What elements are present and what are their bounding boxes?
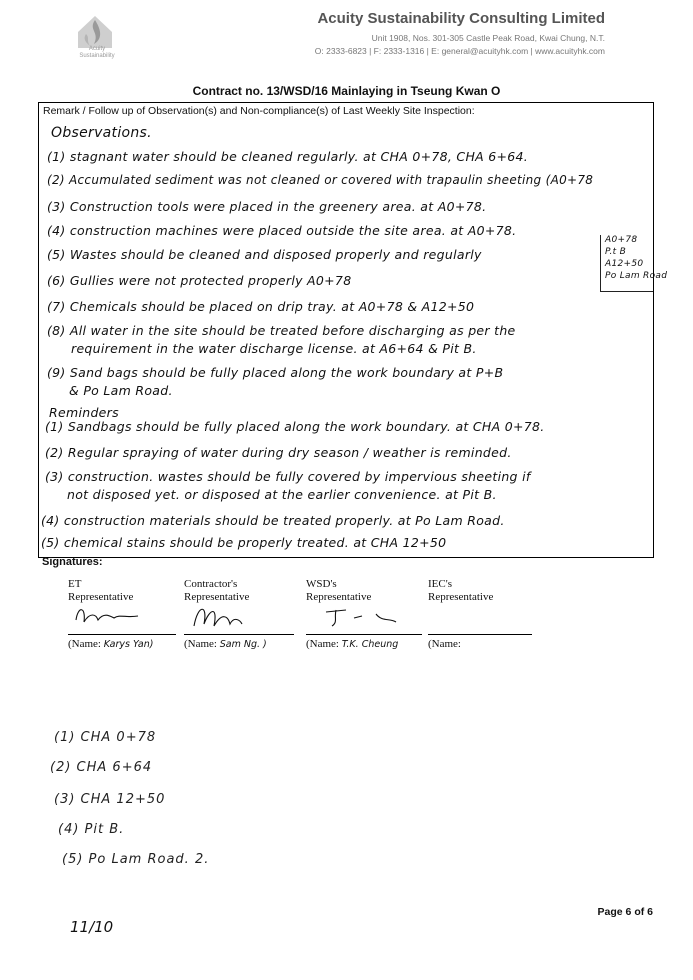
signature-wsd-icon [306, 602, 416, 632]
side-note: A0+78 P.t B A12+50 Po Lam Road [600, 235, 653, 292]
remark-line: (2) Accumulated sediment was not cleaned or covered with trapaulin sheeting (A0+78 [47, 173, 594, 187]
signature-section [38, 556, 654, 666]
remark-line: (3) construction. wastes should be fully covered by impervious sheeting if [45, 469, 531, 484]
page-number: Page 6 of 6 [597, 906, 653, 918]
remark-line: (5) chemical stains should be properly treated. at CHA 12+50 [41, 535, 447, 550]
list-item: (3) CHA 12+50 [54, 792, 166, 807]
list-item: (5) Po Lam Road. 2. [62, 852, 210, 867]
company-name: Acuity Sustainability Consulting Limited [317, 10, 605, 27]
signature-contractor-icon [184, 602, 284, 632]
date-mark: 11/10 [70, 918, 114, 936]
remark-line: (5) Wastes should be cleaned and disposed properly and regularly [47, 247, 482, 262]
logo-text: Acuity Sustainability [79, 46, 115, 59]
remark-line: Reminders [49, 405, 119, 420]
remark-line: (4) construction materials should be treated properly. at Po Lam Road. [41, 513, 505, 528]
remark-box-title: Remark / Follow up of Observation(s) and Non-compliance(s) of Last Weekly Site Inspection: [43, 105, 475, 117]
company-logo-icon [60, 12, 130, 70]
signature-col-contractor: Contractor's Representative (Name: Sam Ng. ) [184, 578, 249, 604]
remark-line: (8) All water in the site should be treated before discharging as per the [47, 323, 516, 338]
remark-line: & Po Lam Road. [69, 383, 173, 398]
remark-line: (1) Sandbags should be fully placed along the work boundary. at CHA 0+78. [45, 419, 545, 434]
list-item: (1) CHA 0+78 [54, 730, 157, 745]
signature-col-et: ET Representative (Name: Karys Yan) [68, 578, 133, 604]
signature-col-iec: IEC's Representative (Name: [428, 578, 493, 604]
list-item: (4) Pit B. [58, 822, 125, 837]
remark-line: (6) Gullies were not protected properly A0+78 [47, 273, 352, 288]
signature-et-icon [68, 602, 168, 632]
remark-line: (9) Sand bags should be fully placed along the work boundary at P+B [47, 365, 504, 380]
signature-col-wsd: WSD's Representative (Name: T.K. Cheung [306, 578, 371, 604]
remark-line: (7) Chemicals should be placed on drip tray. at A0+78 & A12+50 [47, 299, 475, 314]
remark-line: not disposed yet. or disposed at the earlier convenience. at Pit B. [67, 487, 497, 502]
remark-box [38, 102, 668, 558]
remark-line: (3) Construction tools were placed in the greenery area. at A0+78. [47, 199, 487, 214]
company-address: Unit 1908, Nos. 301-305 Castle Peak Road, Kwai Chung, N.T. O: 2333-6823 | F: 2333-1316 | E: general@acuityhk.com | www.acuityhk.com [314, 33, 605, 56]
remark-line: (1) stagnant water should be cleaned regularly. at CHA 0+78, CHA 6+64. [47, 149, 529, 164]
contract-title: Contract no. 13/WSD/16 Mainlaying in Tseung Kwan O [192, 84, 501, 98]
remark-line: (4) construction machines were placed outside the site area. at A0+78. [47, 223, 517, 238]
list-item: (2) CHA 6+64 [50, 760, 153, 775]
remark-line: Observations. [51, 125, 152, 141]
remark-line: (2) Regular spraying of water during dry season / weather is reminded. [45, 445, 512, 460]
remark-line: requirement in the water discharge license. at A6+64 & Pit B. [71, 341, 477, 356]
signatures-title: Signatures: [42, 556, 103, 568]
